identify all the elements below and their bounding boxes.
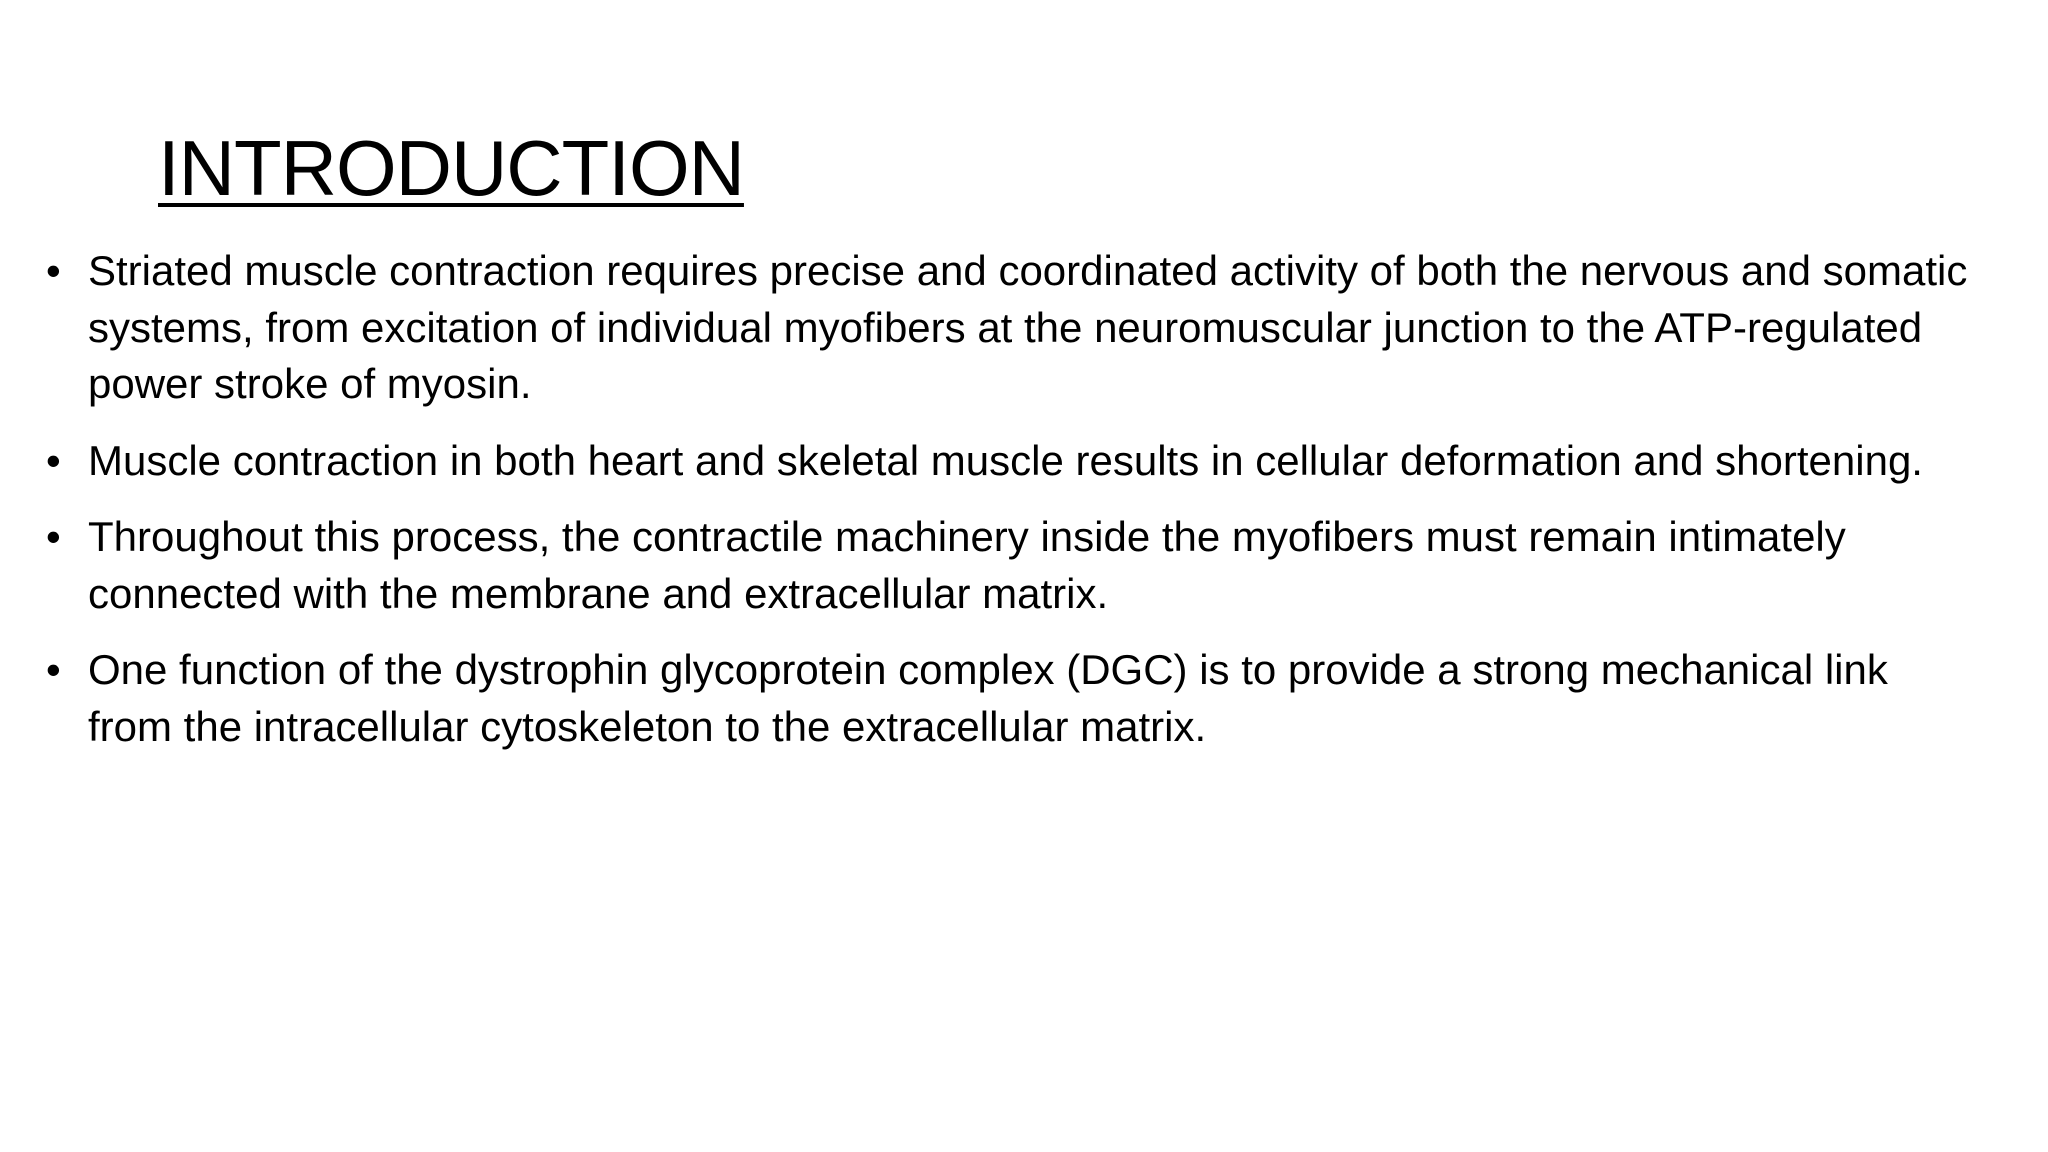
bullet-list (46, 243, 1976, 775)
bullet-point-icon: • (46, 436, 61, 484)
bullet-item (46, 433, 1976, 490)
bullet-text: Throughout this process, the contractile machinery inside the myofibers must remain intimately connected with the membrane and extracellular matrix. (88, 513, 1846, 617)
slide-title: INTRODUCTION (158, 124, 744, 212)
bullet-point-icon: • (46, 646, 61, 693)
bullet-text: Striated muscle contraction requires precise and coordinated activity of both the nervous and somatic systems, from excitation of individual myofibers at the neuromuscular junction to the ATP-regulated power stroke of myosin. (88, 247, 1968, 407)
bullet-item (46, 243, 1976, 413)
bullet-item (46, 509, 1976, 622)
bullet-text: One function of the dystrophin glycoprotein complex (DGC) is to provide a strong mechanical link from the intracellular cytoskeleton to the extracellular matrix. (88, 646, 1888, 750)
bullet-item (46, 642, 1976, 755)
bullet-text: Muscle contraction in both heart and skeletal muscle results in cellular deformation and shortening. (88, 436, 1923, 484)
bullet-point-icon: • (46, 247, 61, 294)
bullet-point-icon: • (46, 513, 61, 560)
